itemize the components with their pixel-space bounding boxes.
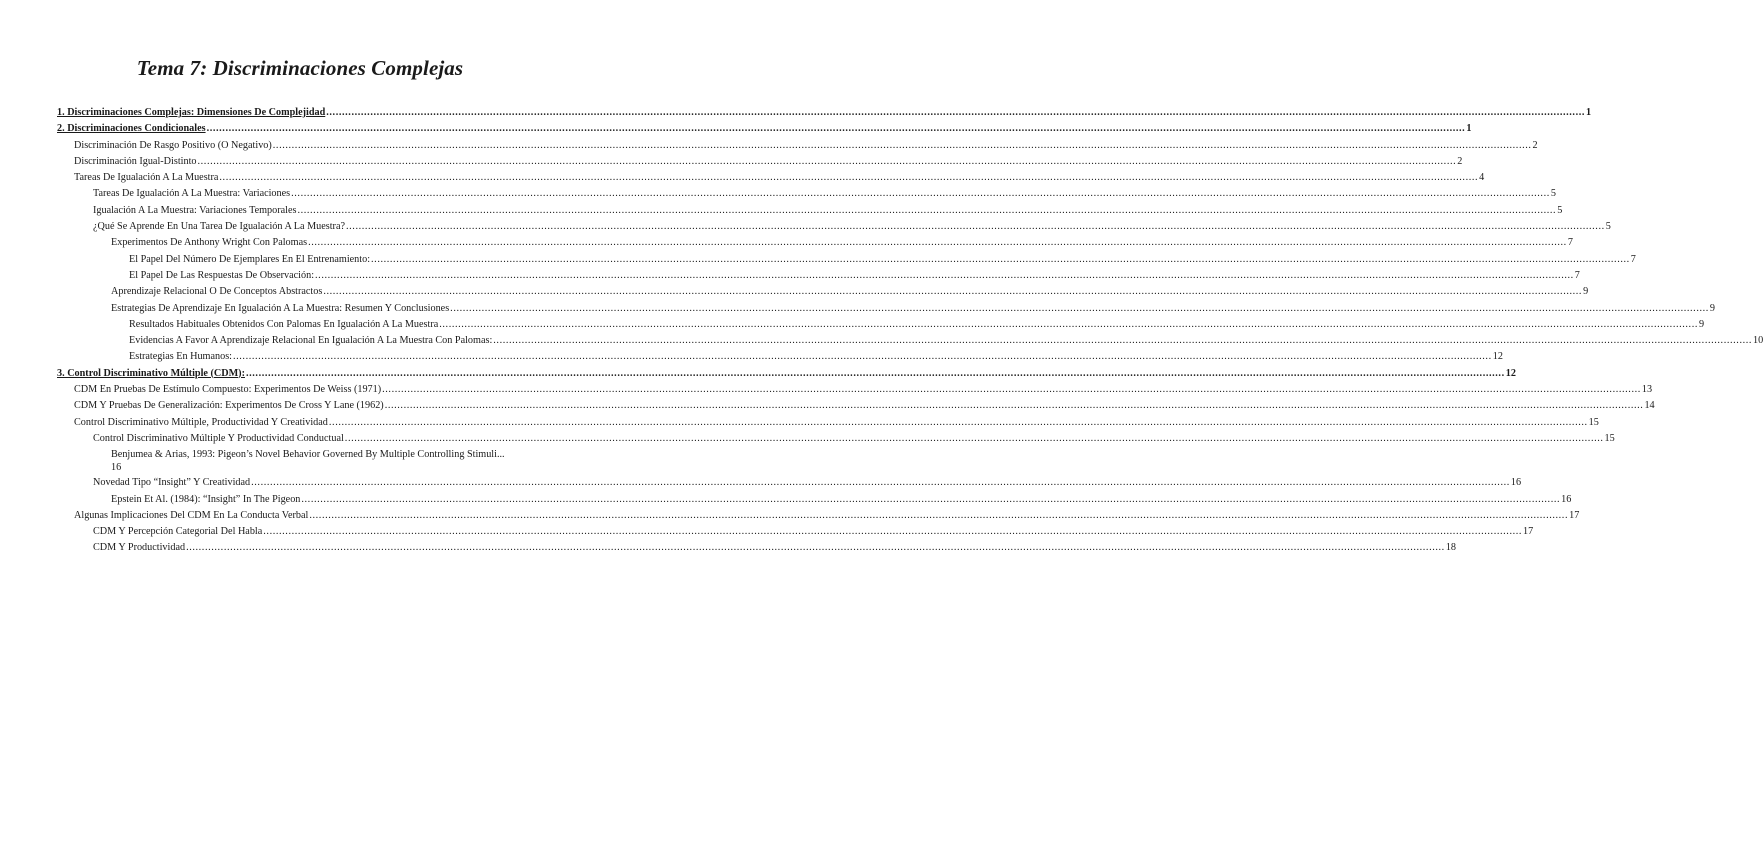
- toc-entry[interactable]: [57, 187, 1556, 200]
- toc-entry[interactable]: [57, 416, 1599, 429]
- toc-entry-page: 15: [1604, 432, 1615, 444]
- table-of-contents: [57, 106, 1763, 558]
- toc-dot-leader: ................................................................................................................................................................................................................................................................................................................................................................................................................: [371, 253, 1630, 265]
- toc-entry-title: El Papel De Las Respuestas De Observación:: [129, 269, 315, 281]
- toc-entry-page: 14: [1644, 400, 1655, 412]
- toc-entry-page: 7: [1630, 253, 1636, 265]
- toc-entry[interactable]: [57, 525, 1534, 538]
- toc-dot-leader: ................................................................................................................................................................................................................................................................................................................................................................................................................: [326, 107, 1586, 118]
- toc-dot-leader: ................................................................................................................................................................................................................................................................................................................................................................................................................: [232, 351, 1492, 363]
- toc-entry[interactable]: [57, 367, 1516, 380]
- toc-entry-page: 13: [1641, 384, 1653, 396]
- toc-entry[interactable]: [57, 122, 1472, 135]
- toc-dot-leader: ................................................................................................................................................................................................................................................................................................................................................................................................................: [450, 302, 1709, 314]
- toc-dot-leader: ................................................................................................................................................................................................................................................................................................................................................................................................................: [323, 286, 1583, 298]
- toc-entry-title: Igualación A La Muestra: Variaciones Temporales: [93, 204, 297, 216]
- toc-entry-page: 9: [1709, 302, 1716, 314]
- toc-entry-page: 9: [1699, 318, 1705, 330]
- toc-entry-title: Benjumea & Arias, 1993: Pigeon’s Novel Behavior Governed By Multiple Controlling Stimuli...: [111, 449, 505, 461]
- toc-dot-leader: ................................................................................................................................................................................................................................................................................................................................................................................................................: [309, 509, 1569, 521]
- toc-dot-leader: ................................................................................................................................................................................................................................................................................................................................................................................................................: [346, 221, 1605, 233]
- toc-entry-title: ¿Qué Se Aprende En Una Tarea De Igualación A La Muestra?: [93, 221, 345, 233]
- toc-entry-page: 17: [1523, 526, 1534, 538]
- toc-entry-title: 3. Control Discriminativo Múltiple (CDM):: [57, 367, 245, 379]
- toc-entry-page: 16: [1510, 477, 1522, 489]
- toc-entry[interactable]: [57, 269, 1580, 282]
- toc-entry-title: Control Discriminativo Múltiple Y Productividad Conductual: [93, 432, 344, 444]
- toc-entry[interactable]: [57, 106, 1592, 119]
- toc-dot-leader: ................................................................................................................................................................................................................................................................................................................................................................................................................: [297, 204, 1557, 216]
- page-title: Tema 7: Discriminaciones Complejas: [136, 56, 464, 80]
- toc-entry-title: Control Discriminativo Múltiple, Productividad Y Creatividad: [74, 416, 328, 428]
- toc-entry-title: Estrategias De Aprendizaje En Igualación A La Muestra: Resumen Y Conclusiones: [111, 302, 450, 314]
- toc-entry-page: 15: [1588, 416, 1599, 428]
- toc-entry-title: Experimentos De Anthony Wright Con Palomas: [111, 237, 308, 249]
- toc-entry-page: 7: [1574, 269, 1580, 281]
- toc-dot-leader: ................................................................................................................................................................................................................................................................................................................................................................................................................: [439, 318, 1698, 330]
- toc-entry[interactable]: [57, 236, 1573, 249]
- toc-entry-page: 10: [1753, 335, 1763, 347]
- toc-dot-leader: ................................................................................................................................................................................................................................................................................................................................................................................................................: [382, 384, 1641, 396]
- toc-entry[interactable]: [57, 493, 1572, 506]
- toc-entry-page: 12: [1492, 351, 1503, 363]
- toc-dot-leader: ................................................................................................................................................................................................................................................................................................................................................................................................................: [206, 123, 1466, 135]
- toc-entry[interactable]: [57, 139, 1538, 152]
- toc-entry-page: 9: [1583, 286, 1589, 298]
- toc-entry[interactable]: [57, 448, 543, 474]
- toc-entry-page: 1: [1586, 107, 1592, 118]
- toc-entry[interactable]: [57, 155, 1463, 168]
- toc-entry[interactable]: [57, 541, 1456, 554]
- toc-dot-leader: ................................................................................................................................................................................................................................................................................................................................................................................................................: [219, 172, 1479, 184]
- toc-dot-leader: ................................................................................................................................................................................................................................................................................................................................................................................................................: [272, 139, 1532, 151]
- toc-entry-page: 5: [1557, 204, 1563, 216]
- toc-entry-title: Algunas Implicaciones Del CDM En La Conducta Verbal: [74, 509, 309, 521]
- toc-entry[interactable]: [57, 399, 1655, 412]
- toc-entry-page: 12: [1505, 367, 1516, 379]
- toc-entry-title: Evidencias A Favor A Aprendizaje Relacional En Igualación A La Muestra Con Palomas:: [129, 335, 493, 347]
- toc-dot-leader: ................................................................................................................................................................................................................................................................................................................................................................................................................: [308, 237, 1567, 249]
- toc-dot-leader: ................................................................................................................................................................................................................................................................................................................................................................................................................: [251, 477, 1510, 489]
- toc-entry[interactable]: [57, 302, 1716, 315]
- toc-dot-leader: ................................................................................................................................................................................................................................................................................................................................................................................................................: [291, 188, 1550, 200]
- toc-entry-title: Tareas De Igualación A La Muestra: Variaciones: [93, 188, 291, 200]
- toc-dot-leader: ................................................................................................................................................................................................................................................................................................................................................................................................................: [493, 335, 1753, 347]
- toc-entry-title: 1. Discriminaciones Complejas: Dimensiones De Complejidad: [57, 107, 326, 118]
- toc-entry-title: Discriminación Igual-Distinto: [74, 155, 197, 167]
- toc-entry-page: 16: [111, 462, 122, 474]
- toc-dot-leader: ................................................................................................................................................................................................................................................................................................................................................................................................................: [245, 367, 1505, 379]
- toc-entry-page: 4: [1479, 172, 1485, 184]
- toc-entry-title: Estrategias En Humanos:: [129, 351, 232, 363]
- toc-entry-page: 17: [1569, 509, 1580, 521]
- toc-entry-title: Resultados Habituales Obtenidos Con Palomas En Igualación A La Muestra: [129, 318, 439, 330]
- toc-entry[interactable]: [57, 350, 1503, 363]
- toc-entry-page: 5: [1550, 188, 1556, 200]
- toc-dot-leader: ................................................................................................................................................................................................................................................................................................................................................................................................................: [344, 432, 1604, 444]
- toc-entry[interactable]: [57, 171, 1485, 184]
- toc-entry-page: 5: [1605, 221, 1611, 233]
- toc-dot-leader: ................................................................................................................................................................................................................................................................................................................................................................................................................: [328, 416, 1588, 428]
- toc-entry-page: 1: [1466, 123, 1472, 135]
- toc-entry[interactable]: [57, 318, 1705, 331]
- toc-dot-leader: ................................................................................................................................................................................................................................................................................................................................................................................................................: [186, 542, 1445, 554]
- toc-dot-leader: ................................................................................................................................................................................................................................................................................................................................................................................................................: [384, 400, 1644, 412]
- toc-entry[interactable]: [57, 383, 1653, 396]
- toc-entry-page: 2: [1457, 155, 1463, 167]
- toc-entry-page: 7: [1567, 237, 1573, 249]
- toc-dot-leader: ................................................................................................................................................................................................................................................................................................................................................................................................................: [197, 155, 1457, 167]
- toc-dot-leader: ................................................................................................................................................................................................................................................................................................................................................................................................................: [301, 493, 1561, 505]
- toc-entry-title: Tareas De Igualación A La Muestra: [74, 172, 219, 184]
- toc-entry[interactable]: [57, 204, 1563, 217]
- toc-entry-page: 18: [1445, 542, 1456, 554]
- toc-entry[interactable]: [57, 253, 1636, 266]
- toc-dot-leader: ................................................................................................................................................................................................................................................................................................................................................................................................................: [315, 269, 1574, 281]
- toc-entry-title: CDM En Pruebas De Estímulo Compuesto: Experimentos De Weiss (1971): [74, 384, 382, 396]
- toc-entry-title: CDM Y Productividad: [93, 542, 186, 554]
- toc-entry-page: 2: [1532, 139, 1538, 151]
- toc-entry-page: 16: [1561, 493, 1572, 505]
- toc-entry-title: Discriminación De Rasgo Positivo (O Negativo): [74, 139, 272, 151]
- toc-entry[interactable]: [57, 476, 1522, 489]
- toc-entry-title: CDM Y Percepción Categorial Del Habla: [93, 526, 263, 538]
- toc-entry[interactable]: [57, 285, 1589, 298]
- toc-entry-title: CDM Y Pruebas De Generalización: Experimentos De Cross Y Lane (1962): [74, 400, 384, 412]
- toc-entry-title: 2. Discriminaciones Condicionales: [57, 123, 206, 135]
- toc-entry-title: El Papel Del Número De Ejemplares En El Entrenamiento:: [129, 253, 371, 265]
- toc-entry[interactable]: [57, 220, 1611, 233]
- toc-entry[interactable]: [57, 334, 1763, 347]
- toc-entry-title: Novedad Tipo “Insight” Y Creatividad: [93, 477, 251, 489]
- toc-entry[interactable]: [57, 432, 1615, 445]
- toc-entry[interactable]: [57, 509, 1580, 522]
- toc-dot-leader: ................................................................................................................................................................................................................................................................................................................................................................................................................: [263, 526, 1523, 538]
- toc-entry-title: Epstein Et Al. (1984): “Insight” In The Pigeon: [111, 493, 301, 505]
- toc-entry-title: Aprendizaje Relacional O De Conceptos Abstractos: [111, 286, 323, 298]
